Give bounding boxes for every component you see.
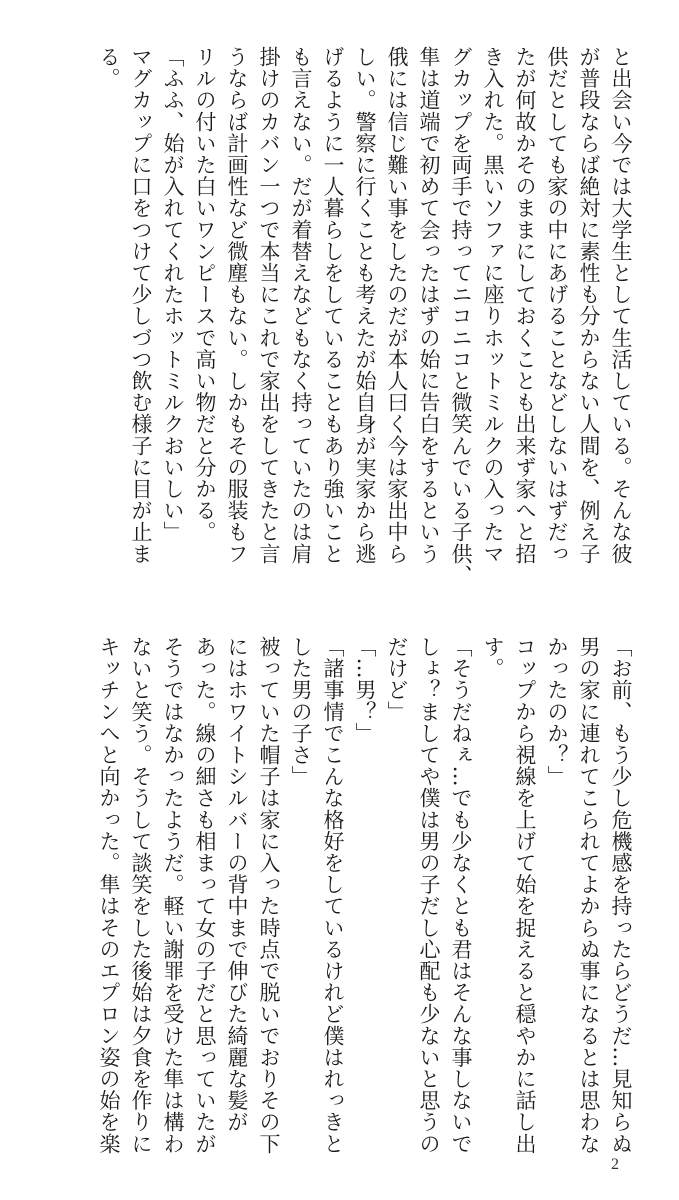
text-block-top: [93, 46, 637, 586]
text-line: 供だとしても家の中にあげることなどしないはずだっ: [545, 46, 569, 565]
text-line: にはホワイトシルバーの背中まで伸びた綺麗な髪が: [225, 636, 249, 1133]
text-line: あった。線の細さも相まって女の子だと思っていたが: [193, 636, 217, 1155]
text-line: かったのか？」: [545, 636, 569, 788]
text-line: と出会い今では大学生として生活している。そんな彼: [609, 46, 633, 565]
text-line: き入れた。黒いソファに座りホットミルクの入ったマ: [481, 46, 505, 565]
text-line: 「…男？」: [353, 636, 377, 744]
text-line: る。: [97, 46, 121, 90]
text-line: マグカップに口をつけて少しづつ飲む様子に目が止ま: [129, 46, 153, 565]
text-line: 「諸事情でこんな格好をしているけれど僕はれっきと: [321, 636, 345, 1155]
text-line: げるように一人暮らしをしていることもあり強いこと: [321, 46, 345, 565]
text-line: が普段ならば絶対に素性も分からない人間を、例え子: [577, 46, 601, 565]
text-line: コップから視線を上げて始を捉えると穏やかに話し出: [513, 636, 537, 1155]
text-line: 掛けのカバン一つで本当にこれで家出をしてきたと言: [257, 46, 281, 565]
page-number: 2: [611, 1156, 619, 1173]
text-line: たが何故かそのままにしておくことも出来ず家へと招: [513, 46, 537, 565]
text-line: した男の子さ」: [289, 636, 313, 788]
text-line: しょ？ましてや僕は男の子だし心配も少ないと思うの: [417, 636, 441, 1155]
text-line: だけど」: [385, 636, 409, 723]
text-line: 被っていた帽子は家に入った時点で脱いでおりその下: [257, 636, 281, 1155]
text-line: 俄には信じ難い事をしたのだが本人曰く今は家出中ら: [385, 46, 409, 565]
text-block-bottom: [93, 636, 637, 1176]
text-line: グカップを両手で持ってニコニコと微笑んでいる子供、: [449, 46, 473, 586]
text-line: しい。警察に行くことも考えたが始自身が実家から逃: [353, 46, 377, 565]
text-line: そうではなかったようだ。軽い謝罪を受けた隼は構わ: [161, 636, 185, 1155]
text-line: 隼は道端で初めて会ったはずの始に告白をするという: [417, 46, 441, 565]
text-line: 「そうだねぇ…でも少なくとも君はそんな事しないで: [449, 636, 473, 1155]
text-line: うならば計画性など微塵もない。しかもその服装もフ: [225, 46, 249, 565]
text-line: 男の家に連れてこられてよからぬ事になるとは思わな: [577, 636, 601, 1155]
text-line: 「ふふ、始が入れてくれたホットミルクおいしい」: [161, 46, 185, 543]
text-line: キッチンへと向かった。隼はそのエプロン姿の始を楽: [97, 636, 121, 1155]
text-line: ないと笑う。そうして談笑をした後始は夕食を作りに: [129, 636, 153, 1155]
text-line: 「お前、もう少し危機感を持ったらどうだ…見知らぬ: [609, 636, 633, 1155]
text-line: す。: [481, 636, 505, 680]
text-line: リルの付いた白いワンピースで高い物だと分かる。: [193, 46, 217, 543]
text-line: も言えない。だが着替えなどもなく持っていたのは肩: [289, 46, 313, 565]
